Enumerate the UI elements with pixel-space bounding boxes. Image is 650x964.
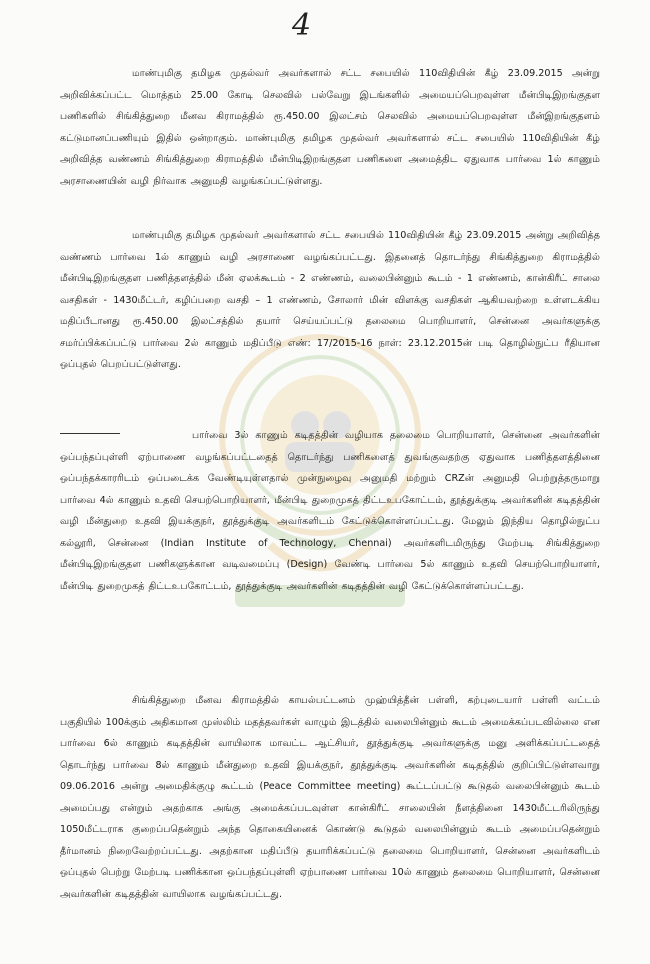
struck-out-mark bbox=[60, 433, 120, 434]
paragraph-3 bbox=[60, 425, 600, 597]
page-number: 4 bbox=[292, 8, 312, 43]
paragraph-1: மாண்புமிகு தமிழக முதல்வர் அவர்களால் சட்ட சபையில் 110விதியின் கீழ் 23.09.2015 அன்று அறிவிக்கப்பட்ட மொத்தம் 25.00 கோடி செலவில் பல்வேறு இடங்களில் அமையப்பெறவுள்ள மீன்பிடிஇறங்குதள பணிகளில் சிங்கித்துறை மீனவ கிராமத்தில் ரூ.450.00 இலட்சம் செலவில் அமையப்பெறவுள்ள மீன்இறங்குதளம் கட்டுமானப்பணியும் இதில் ஒன்றாகும். மாண்புமிகு தமிழக முதல்வர் அவர்களால் சட்ட சபையில் 110விதியின் கீழ் அறிவித்த வண்ணம் சிங்கித்துறை கிராமத்தில் மீன்பிடிஇறங்குதள பணிகளை அமைத்திட ஏதுவாக பார்வை 1ல் காணும் அரசாணையின் வழி நிர்வாக அனுமதி வழங்கப்பட்டுள்ளது. bbox=[60, 68, 600, 187]
paragraph-3-text: பார்வை 3ல் காணும் கடிதத்தின் வழியாக தலைமை பொறியாளர், சென்னை அவர்களின் ஒப்பந்தப்புள்ளி ஏற்பாணை வழங்கப்பட்டதைத் தொடர்ந்து பணிகளைத் துவங்குவதற்கு ஏதுவாக பணித்தளத்தினை ஒப்பந்தக்காரரிடம் ஒப்படைக்க வேண்டியுள்ளதால் முன்நுழைவு அனுமதி மற்றும் CRZன் அனுமதி பெற்றுத்தருமாறு பார்வை 4ல் காணும் உதவி செயற்பொறியாளர், மீன்பிடி துறைமுகத் திட்டஉபகோட்டம், தூத்துக்குடி அவர்களின் கடிதத்தின் வழி மீன்துறை உதவி இயக்குநர், தூத்துக்குடி அவர்களிடம் கேட்டுக்கொள்ளப்பட்டது. மேலும் இந்திய தொழில்நுட்ப கல்லூரி, சென்னை (Indian Institute of Technology, Chennai) அவர்களிடமிருந்து மேற்படி சிங்கித்துறை மீன்பிடிஇறங்குதள பணிகளுக்கான வடிவமைப்பு (Design) வேண்டி பார்வை 5ல் காணும் உதவி செயற்பொறியாளர், மீன்பிடி துறைமுகத் திட்டஉபகோட்டம், தூத்துக்குடி அவர்களின் கடிதத்தின் வழி கேட்டுக்கொள்ளப்பட்டது. bbox=[60, 430, 600, 592]
paragraph-2: மாண்புமிகு தமிழக முதல்வர் அவர்களால் சட்ட சபையில் 110விதியின் கீழ் 23.09.2015 அன்று அறிவித்த வண்ணம் பார்வை 1ல் காணும் வழி அரசாணை வழங்கப்பட்டது. இதனைத் தொடர்ந்து சிங்கித்துறை கிராமத்தில் மீன்பிடிஇறங்குதள பணித்தளத்தில் மீன் ஏலக்கூடம் - 2 எண்ணம், வலைபின்னும் கூடம் - 1 எண்ணம், கான்கிரீட் சாலை வசதிகள் - 1430மீட்டர், கழிப்பறை வசதி – 1 எண்ணம், சோலார் மின் விளக்கு வசதிகள் ஆகியவற்றை உள்ளடக்கிய மதிப்பீடானது ரூ.450.00 இலட்சத்தில் தயார் செய்யப்பட்டு தலைமை பொறியாளர், சென்னை அவர்களுக்கு சமர்ப்பிக்கப்பட்டு பார்வை 2ல் காணும் மதிப்பீடு எண்: 17/2015-16 நாள்: 23.12.2015ன் படி தொழில்நுட்ப ரீதியான ஒப்புதல் பெறப்பட்டுள்ளது. bbox=[60, 230, 600, 370]
paragraph-4: சிங்கித்துறை மீனவ கிராமத்தில் காயல்பட்டனம் முஹ்யித்தீன் பள்ளி, கற்புடையார் பள்ளி வட்டம் பகுதியில் 100க்கும் அதிகமான முஸ்லிம் மதத்தவர்கள் வாழும் இடத்தில் வலைபின்னும் கூடம் அமைக்கப்படவில்லை என பார்வை 6ல் காணும் கடிதத்தின் வாயிலாக மாவட்ட ஆட்சியர், தூத்துக்குடி அவர்களுக்கு மனு அளிக்கப்பட்டதைத் தொடர்ந்து பார்வை 8ல் காணும் மீன்துறை உதவி இயக்குநர், தூத்துக்குடி அவர்களின் கடிதத்தில் குறிப்பிட்டுள்ளவாறு 09.06.2016 அன்று அமைதிக்குழு கூட்டம் (Peace Committee meeting) கூட்டப்பட்டு கூடுதல் வலைபின்னும் கூடம் அமைப்பது என்றும் அதற்காக அங்கு அமைக்கப்படவுள்ள கான்கிரீட் சாலையின் நீளத்தினை 1430மீட்டரிலிருந்து 1050மீட்டராக குறைப்பதென்றும் அந்த தொகையினைக் கொண்டு கூடுதல் வலைபின்னும் கூடம் அமைப்பதென்றும் தீர்மானம் நிறைவேற்றப்பட்டது. அதற்கான மதிப்பீடு தயாரிக்கப்பட்டு தலைமை பொறியாளர், சென்னை அவர்களிடம் ஒப்புதல் பெற்று மேற்படி பணிக்கான ஒப்பந்தப்புள்ளி ஏற்பாணை பார்வை 10ல் காணும் தலைமை பொறியாளர், சென்னை அவர்களின் கடிதத்தின் வாயிலாக வழங்கப்பட்டது. bbox=[60, 695, 600, 900]
